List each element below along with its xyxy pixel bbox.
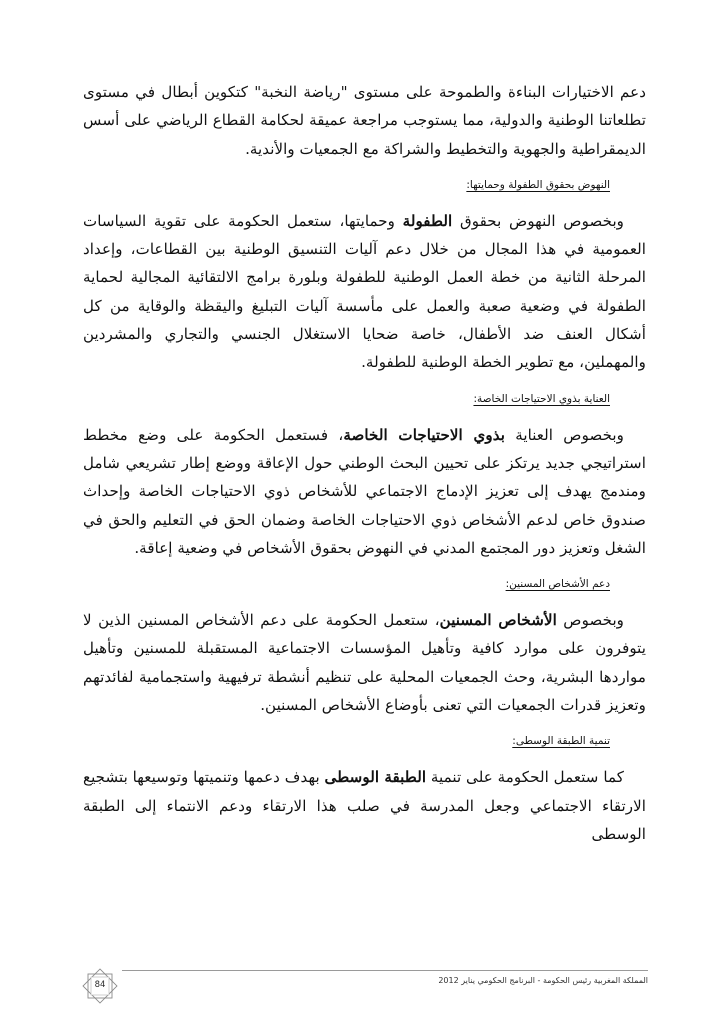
bold-term: بذوي الاحتياجات الخاصة bbox=[343, 425, 505, 444]
section-heading-middle-class: تنمية الطبقة الوسطى: bbox=[512, 735, 610, 748]
intro-paragraph: دعم الاختيارات البناءة والطموحة على مستوى "رياضة النخبة" كتكوين أبطال في مستوى تطلعاتنا الوطنية والدولية، مما يستوجب مراجعة عميقة لحكامة القطاع الرياضي على أسس الديمقراطية والجهوية والتخطيط والشراكة مع الجمعيات والأندية. bbox=[83, 83, 646, 158]
section-heading-special-needs: العناية بذوي الاحتياجات الخاصة: bbox=[473, 392, 610, 405]
spacer bbox=[83, 719, 646, 725]
section-paragraph-elderly: وبخصوص الأشخاص المسنين، ستعمل الحكومة على دعم الأشخاص المسنين الذين لا يتوفرون على موارد كافية وتأهيل المؤسسات الاجتماعية المستقبلة للمسنين وتأهيل مواردها البشرية، وحث الجمعيات المحلية على تنظيم أنشطة ترفيهية واستجمامية لفائدتهم وتعزيز قدرات الجمعيات التي تعنى بأوضاع الأشخاص المسنين. bbox=[83, 611, 646, 715]
page-number: 84 bbox=[94, 980, 106, 990]
bold-term: الأشخاص المسنين bbox=[439, 611, 557, 630]
page-number-badge bbox=[82, 968, 118, 1004]
document-body bbox=[83, 78, 646, 848]
section-paragraph-special-needs: وبخصوص العناية بذوي الاحتياجات الخاصة، فستعمل الحكومة على وضع مخطط استراتيجي جديد يرتكز على تحيين البحث الوطني حول الإعاقة ووضع إطار تشريعي شامل ومندمج يهدف إلى تعزيز الإدماج الاجتماعي للأشخاص ذوي الاحتياجات الخاصة وإحداث صندوق خاص لدعم الأشخاص ذوي الاحتياجات الخاصة وضمان الحق في التعليم والحق في الشغل وتعزيز دور المجتمع المدني في النهوض بحقوق الأشخاص في وضعية إعاقة. bbox=[83, 425, 646, 557]
section-heading-childhood: النهوض بحقوق الطفولة وحمايتها: bbox=[466, 178, 610, 191]
spacer bbox=[83, 377, 646, 383]
section-paragraph-middle-class: كما ستعمل الحكومة على تنمية الطبقة الوسطى بهدف دعمها وتنميتها وتوسيعها بتشجيع الارتقاء الاجتماعي وجعل المدرسة في صلب هذا الارتقاء ودعم الانتماء إلى الطبقة الوسطى bbox=[82, 768, 646, 843]
footer-divider bbox=[122, 970, 648, 971]
footer-caption: المملكة المغربية رئيس الحكومة - البرنامج الحكومي يناير 2012 bbox=[438, 976, 648, 985]
spacer bbox=[83, 163, 646, 169]
bold-term: الطفولة bbox=[402, 211, 453, 230]
section-paragraph-childhood: وبخصوص النهوض بحقوق الطفولة وحمايتها، ستعمل الحكومة على تقوية السياسات العمومية في هذا المجال من خلال دعم آليات التنسيق الوطنية بين القطاعات، وإعداد المرحلة الثانية من خطة العمل الوطنية للطفولة وبلورة برامج الالتقائية المجالية لحماية الطفولة في وضعية صعبة والعمل على مأسسة آليات التبليغ واليقظة والوقاية من كل أشكال العنف ضد الأطفال، خاصة ضحايا الاستغلال الجنسي والتجاري والمشردين والمهملين، مع تطوير الخطة الوطنية للطفولة. bbox=[83, 211, 646, 372]
section-heading-elderly: دعم الأشخاص المسنين: bbox=[505, 578, 610, 591]
page-footer bbox=[82, 966, 648, 1006]
bold-term: الطبقة الوسطى bbox=[324, 768, 427, 787]
spacer bbox=[83, 562, 646, 568]
